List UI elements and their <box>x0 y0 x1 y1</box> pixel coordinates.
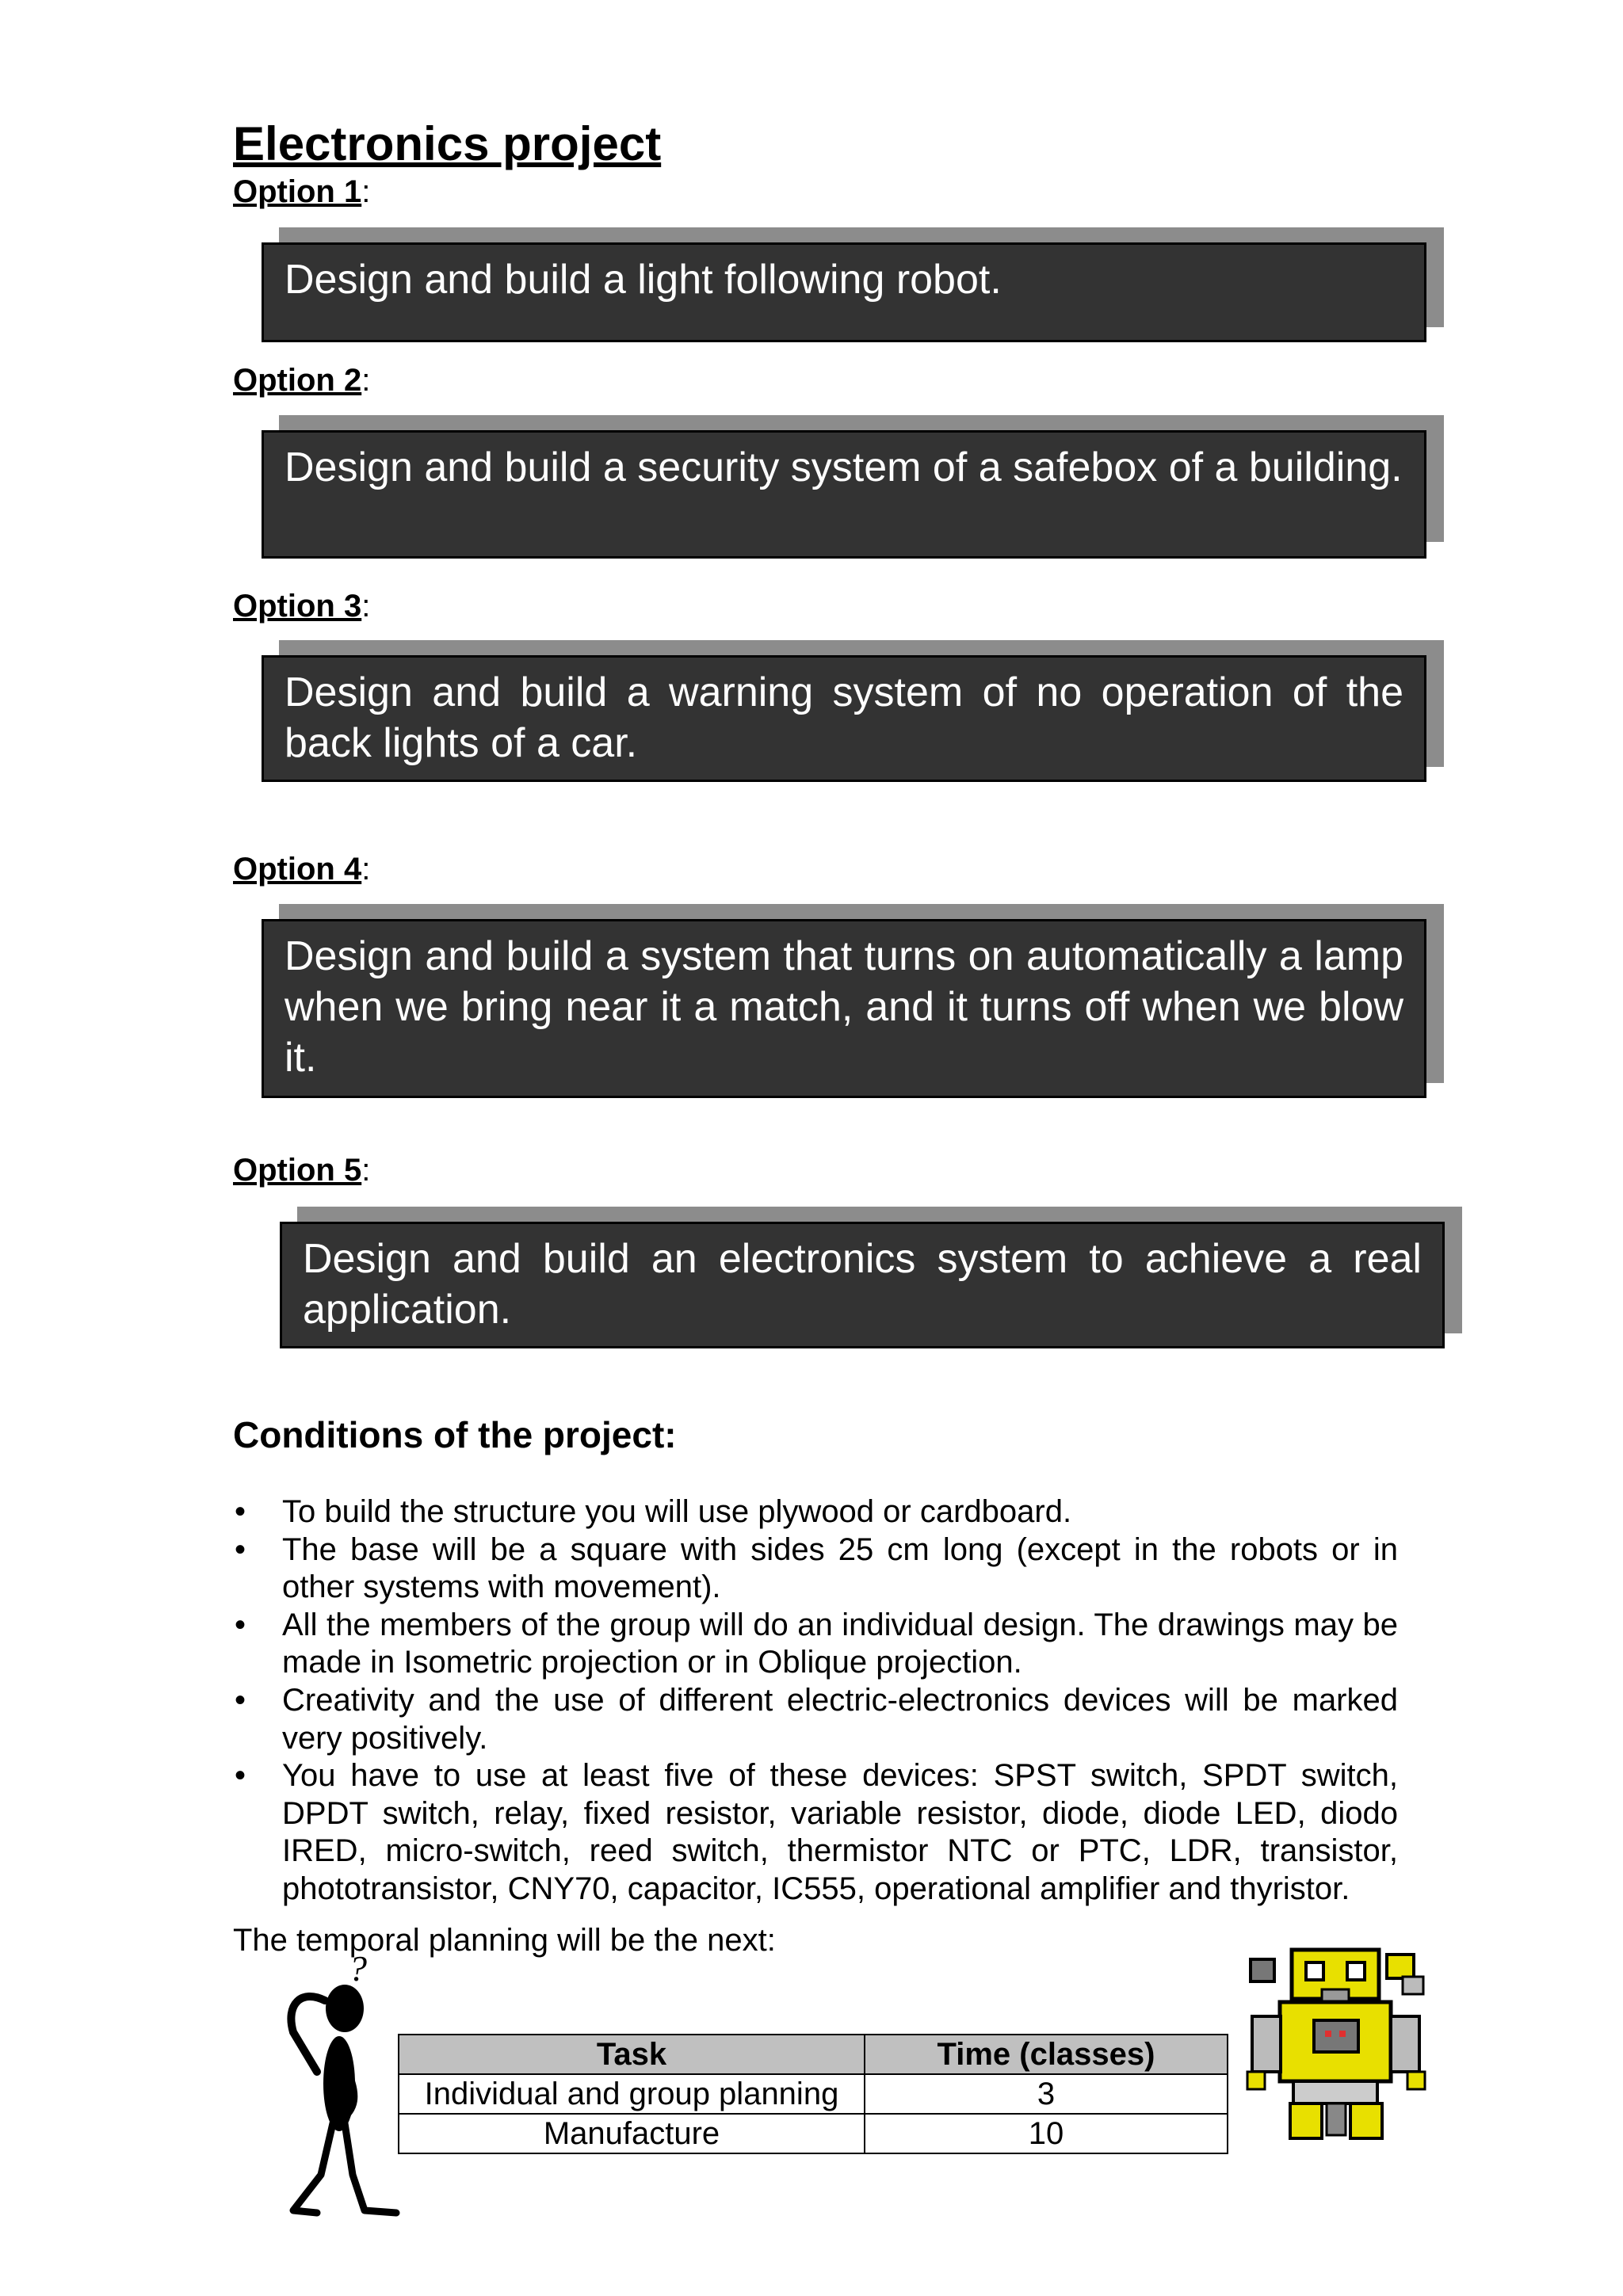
option-5-label: Option 5: <box>233 1153 371 1188</box>
table-cell: 10 <box>865 2114 1228 2153</box>
conditions-list <box>233 1493 1398 1909</box>
table-cell: 3 <box>865 2074 1228 2114</box>
table-cell: Individual and group planning <box>399 2074 865 2114</box>
list-item: • Creativity and the use of different electric-electronics devices will be marked very positively. <box>235 1682 1398 1756</box>
option-4-box: Design and build a system that turns on automatically a lamp when we bring near it a match, and it turns off when we blow it. <box>262 919 1426 1098</box>
option-2-label: Option 2: <box>233 363 371 398</box>
svg-text:?: ? <box>349 1948 367 1989</box>
thinking-stick-figure-icon <box>269 1945 408 2222</box>
option-3-box: Design and build a warning system of no operation of the back lights of a car. <box>262 655 1426 782</box>
option-1-label: Option 1: <box>233 174 371 209</box>
table-row <box>399 2114 1228 2153</box>
yellow-robot-icon <box>1244 1945 1434 2143</box>
table-header: Time (classes) <box>865 2035 1228 2074</box>
list-item: • All the members of the group will do an individual design. The drawings may be made in Isometric projection or in Oblique projection. <box>235 1607 1398 1680</box>
planning-table <box>398 2034 1228 2154</box>
option-2-box: Design and build a security system of a safebox of a building. <box>262 430 1426 559</box>
table-header-row <box>399 2035 1228 2074</box>
table-row <box>399 2074 1228 2114</box>
option-3-label: Option 3: <box>233 589 371 624</box>
option-4-label: Option 4: <box>233 852 371 887</box>
conditions-heading: Conditions of the project: <box>233 1414 677 1455</box>
page-title: Electronics project <box>233 117 662 170</box>
list-item: • To build the structure you will use plywood or cardboard. <box>235 1494 1072 1529</box>
option-5-box: Design and build an electronics system to achieve a real application. <box>280 1222 1445 1348</box>
table-cell: Manufacture <box>399 2114 865 2153</box>
option-1-box: Design and build a light following robot. <box>262 242 1426 342</box>
table-header: Task <box>399 2035 865 2074</box>
list-item: • The base will be a square with sides 25 cm long (except in the robots or in other systems with movement). <box>235 1531 1398 1605</box>
list-item: • You have to use at least five of these devices: SPST switch, SPDT switch, DPDT switch, relay, fixed resistor, variable resistor, diode, diode LED, diodo IRED, micro-switch, reed switch, thermistor NTC or PTC, LDR, transistor, phototransistor, CNY70, capacitor, IC555, operational amplifier and thyristor. <box>235 1758 1398 1906</box>
planning-intro: The temporal planning will be the next: <box>233 1923 776 1958</box>
